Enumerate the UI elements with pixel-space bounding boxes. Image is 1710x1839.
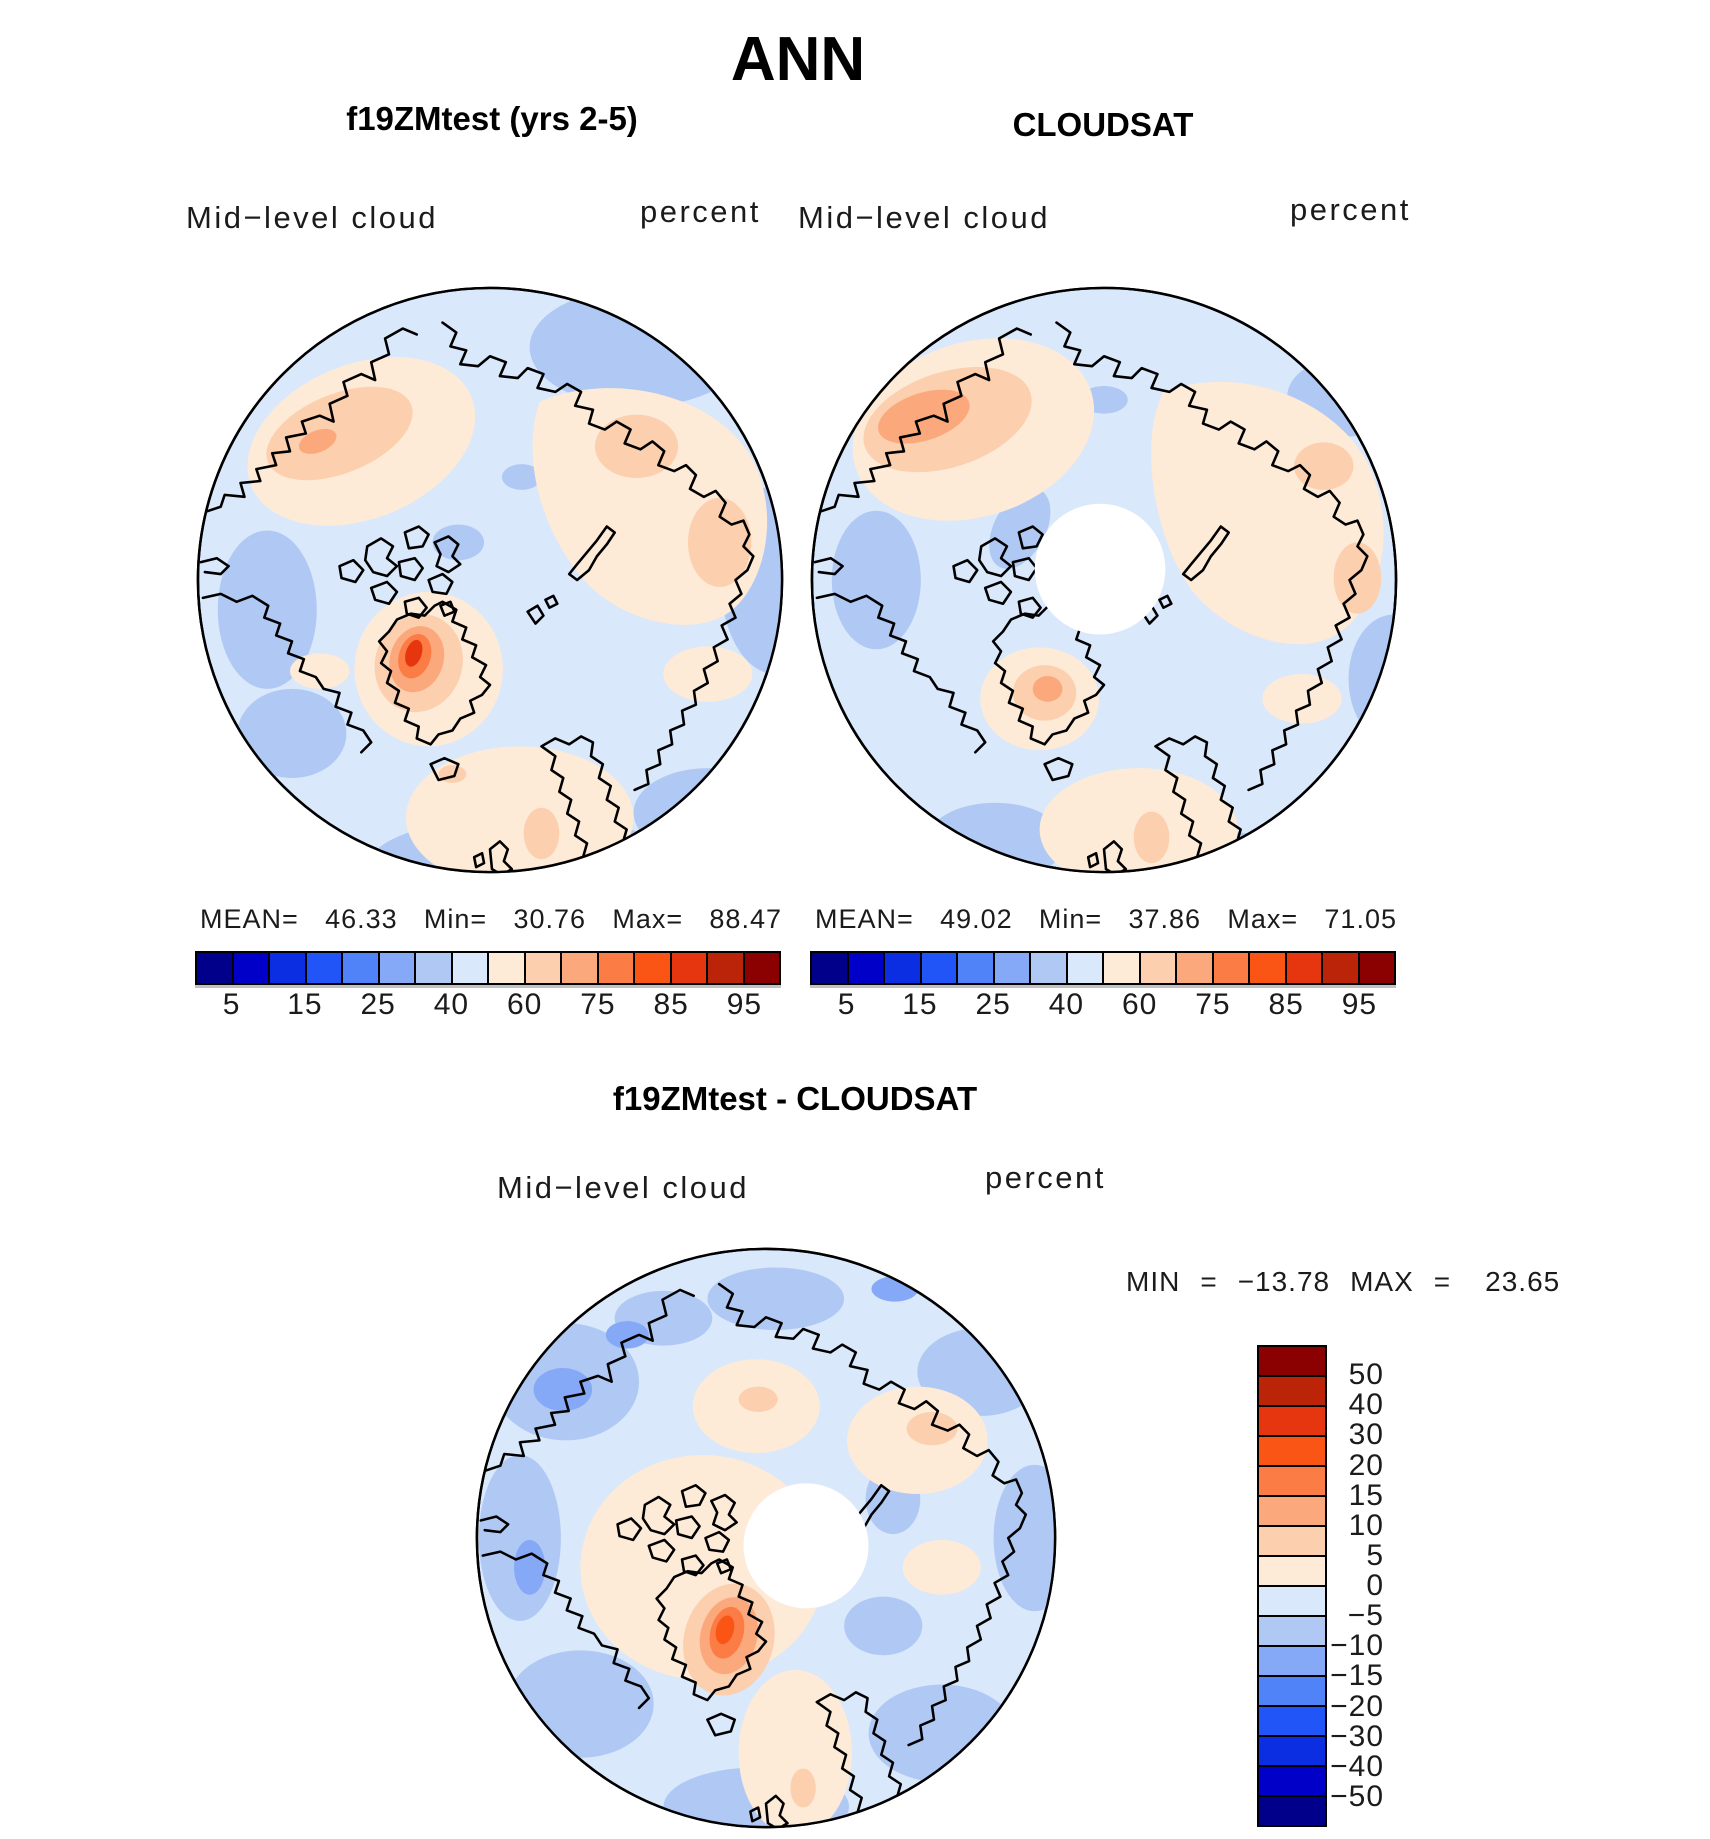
colorbar-segment bbox=[920, 953, 957, 983]
colorbar-segment bbox=[847, 953, 884, 983]
map-diff bbox=[473, 1245, 1059, 1831]
model-colorbar bbox=[195, 951, 781, 985]
obs-stats-row bbox=[815, 904, 1397, 935]
colorbar-segment bbox=[197, 953, 232, 983]
colorbar-tick-label: 60 bbox=[1121, 988, 1158, 1021]
polar-missing-data-hole bbox=[744, 1483, 869, 1608]
model-stats-row bbox=[200, 904, 782, 935]
model-units-label: percent bbox=[640, 194, 761, 229]
colorbar-tick-label: 5 bbox=[222, 988, 241, 1021]
colorbar-segment bbox=[743, 953, 780, 983]
diff-colorbar bbox=[1257, 1345, 1327, 1827]
polar-missing-data-hole bbox=[1035, 504, 1166, 635]
colorbar-level-label: −30 bbox=[1330, 1719, 1384, 1753]
colorbar-level-label: 5 bbox=[1366, 1538, 1384, 1572]
min-label: Min= bbox=[1038, 904, 1103, 934]
mean-value: 46.33 bbox=[325, 904, 398, 934]
diff-colorbar-labels bbox=[1320, 1345, 1384, 1827]
colorbar-tick-label: 75 bbox=[580, 988, 616, 1021]
colorbar-level-label: −5 bbox=[1347, 1599, 1384, 1633]
colorbar-segment bbox=[1259, 1645, 1325, 1675]
colorbar-segment bbox=[706, 953, 743, 983]
max-value: 88.47 bbox=[709, 904, 782, 934]
colorbar-tick-label: 25 bbox=[360, 988, 396, 1021]
diff-units-label: percent bbox=[985, 1160, 1106, 1195]
colorbar-tick-label: 60 bbox=[506, 988, 543, 1021]
colorbar-segment bbox=[633, 953, 670, 983]
colorbar-segment bbox=[560, 953, 597, 983]
panel-diff-subtitle: f19ZMtest - CLOUDSAT bbox=[612, 1080, 978, 1117]
min-value: −13.78 bbox=[1237, 1266, 1331, 1297]
colorbar-segment bbox=[597, 953, 634, 983]
colorbar-segment bbox=[378, 953, 415, 983]
max-value: 23.65 bbox=[1485, 1266, 1561, 1297]
panel-obs-subtitle: CLOUDSAT bbox=[1012, 106, 1194, 143]
colorbar-segment bbox=[1259, 1765, 1325, 1795]
max-label: Max= bbox=[1227, 904, 1299, 934]
colorbar-segment bbox=[1259, 1615, 1325, 1645]
colorbar-tick-label: 85 bbox=[653, 988, 689, 1021]
figure-title: ANN bbox=[730, 25, 866, 94]
panel-model-subtitle: f19ZMtest (yrs 2-5) bbox=[346, 100, 638, 137]
diff-field-label: Mid−level cloud bbox=[497, 1170, 750, 1205]
colorbar-level-label: 50 bbox=[1348, 1358, 1384, 1392]
colorbar-segment bbox=[1175, 953, 1212, 983]
max-label: Max= bbox=[612, 904, 684, 934]
colorbar-level-label: 0 bbox=[1366, 1569, 1384, 1602]
colorbar-segment bbox=[1285, 953, 1322, 983]
colorbar-tick-label: 25 bbox=[975, 988, 1011, 1021]
colorbar-level-label: −15 bbox=[1330, 1659, 1384, 1693]
min-label: Min= bbox=[423, 904, 488, 934]
model-colorbar-ticks bbox=[195, 988, 781, 1026]
colorbar-segment bbox=[1259, 1495, 1325, 1525]
colorbar-tick-label: 95 bbox=[726, 988, 763, 1021]
colorbar-segment bbox=[487, 953, 524, 983]
mean-label: MEAN= bbox=[200, 904, 299, 934]
obs-units-label: percent bbox=[1290, 192, 1411, 227]
colorbar-segment bbox=[1259, 1555, 1325, 1585]
colorbar-segment bbox=[1212, 953, 1249, 983]
obs-colorbar-ticks bbox=[810, 988, 1396, 1026]
colorbar-level-label: 30 bbox=[1348, 1418, 1384, 1452]
colorbar-segment bbox=[1259, 1435, 1325, 1465]
colorbar-segment bbox=[1259, 1405, 1325, 1435]
colorbar-tick-label: 75 bbox=[1195, 988, 1231, 1021]
model-field-label: Mid−level cloud bbox=[186, 200, 439, 235]
colorbar-segment bbox=[1259, 1795, 1325, 1825]
min-label: MIN bbox=[1126, 1266, 1181, 1297]
colorbar-level-label: 40 bbox=[1348, 1388, 1384, 1422]
colorbar-segment bbox=[268, 953, 305, 983]
colorbar-tick-label: 5 bbox=[837, 988, 856, 1021]
colorbar-segment bbox=[451, 953, 488, 983]
colorbar-segment bbox=[993, 953, 1030, 983]
colorbar-segment bbox=[524, 953, 561, 983]
mean-label: MEAN= bbox=[815, 904, 914, 934]
colorbar-level-label: 10 bbox=[1348, 1508, 1384, 1542]
colorbar-segment bbox=[1259, 1705, 1325, 1735]
colorbar-tick-label: 40 bbox=[1048, 988, 1085, 1021]
colorbar-segment bbox=[883, 953, 920, 983]
colorbar-level-label: 15 bbox=[1348, 1478, 1384, 1512]
colorbar-segment bbox=[1259, 1375, 1325, 1405]
colorbar-segment bbox=[1358, 953, 1395, 983]
colorbar-tick-label: 85 bbox=[1268, 988, 1304, 1021]
max-value: 71.05 bbox=[1324, 904, 1397, 934]
colorbar-segment bbox=[1259, 1675, 1325, 1705]
colorbar-segment bbox=[1259, 1585, 1325, 1615]
obs-colorbar bbox=[810, 951, 1396, 985]
colorbar-level-label: −50 bbox=[1330, 1779, 1384, 1813]
max-label: MAX bbox=[1350, 1266, 1414, 1297]
colorbar-segment bbox=[1248, 953, 1285, 983]
colorbar-tick-label: 15 bbox=[287, 988, 323, 1021]
colorbar-segment bbox=[670, 953, 707, 983]
map-model bbox=[193, 283, 787, 877]
colorbar-tick-label: 95 bbox=[1341, 988, 1378, 1021]
colorbar-segment bbox=[1321, 953, 1358, 983]
colorbar-segment bbox=[1102, 953, 1139, 983]
colorbar-segment bbox=[1259, 1347, 1325, 1375]
equals-sign: = bbox=[1200, 1266, 1218, 1297]
colorbar-level-label: −20 bbox=[1330, 1689, 1384, 1723]
mean-value: 49.02 bbox=[940, 904, 1013, 934]
colorbar-level-label: −40 bbox=[1330, 1749, 1384, 1783]
colorbar-level-label: 20 bbox=[1348, 1448, 1384, 1482]
colorbar-segment bbox=[1259, 1525, 1325, 1555]
colorbar-segment bbox=[1066, 953, 1103, 983]
colorbar-segment bbox=[812, 953, 847, 983]
colorbar-segment bbox=[1259, 1735, 1325, 1765]
colorbar-segment bbox=[232, 953, 269, 983]
colorbar-level-label: −10 bbox=[1330, 1629, 1384, 1663]
colorbar-segment bbox=[1259, 1465, 1325, 1495]
colorbar-segment bbox=[1029, 953, 1066, 983]
obs-field-label: Mid−level cloud bbox=[798, 200, 1051, 235]
colorbar-segment bbox=[341, 953, 378, 983]
min-value: 37.86 bbox=[1128, 904, 1202, 934]
colorbar-segment bbox=[305, 953, 342, 983]
colorbar-segment bbox=[414, 953, 451, 983]
diff-stats-row bbox=[1126, 1266, 1580, 1298]
map-obs bbox=[807, 283, 1401, 877]
colorbar-segment bbox=[1139, 953, 1176, 983]
colorbar-tick-label: 15 bbox=[902, 988, 938, 1021]
colorbar-segment bbox=[956, 953, 993, 983]
equals-sign: = bbox=[1433, 1266, 1452, 1297]
colorbar-tick-label: 40 bbox=[433, 988, 470, 1021]
min-value: 30.76 bbox=[513, 904, 587, 934]
